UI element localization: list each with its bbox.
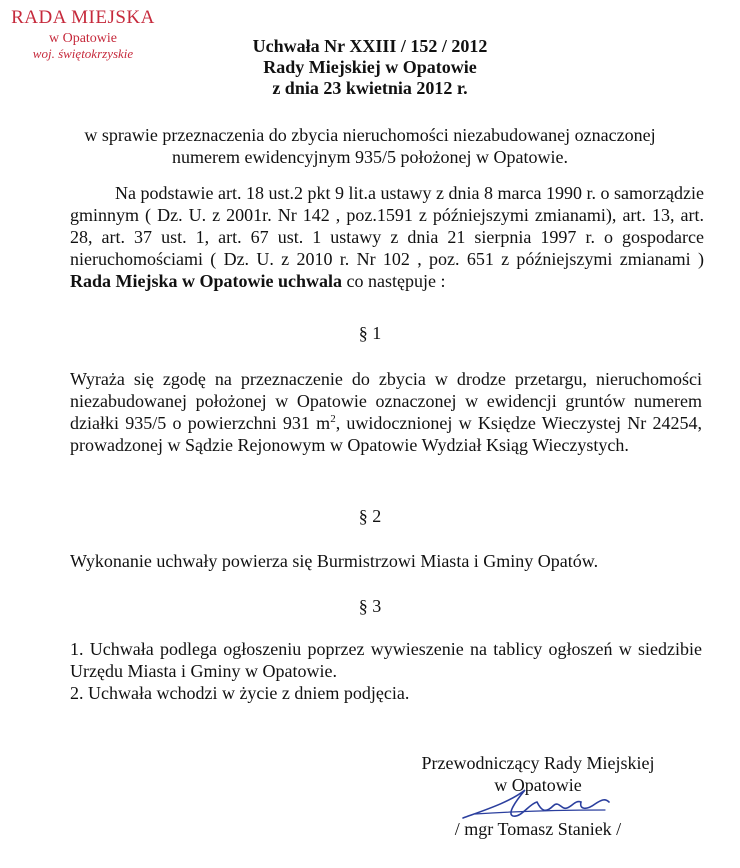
section-2-heading: § 2	[358, 506, 382, 526]
legal-basis	[70, 182, 704, 292]
signatory-name: / mgr Tomasz Staniek /	[454, 819, 622, 839]
stamp-line-1: RADA MIEJSKA	[11, 7, 155, 28]
resolution-date: z dnia 23 kwietnia 2012 r.	[272, 78, 468, 98]
section-1-text-main: Wyraża się zgodę na przeznaczenie do zbycia w drodze przetargu, nieruchomości niezabudowanej położonej w Opatowie oznaczonej w ewidencji gruntów numerem działki 935/5 o powierzchni 931 m	[70, 369, 702, 433]
resolution-number: Uchwała Nr XXIII / 152 / 2012	[252, 36, 488, 56]
legal-basis-ending: co następuje :	[346, 271, 446, 291]
subject-line-2: numerem ewidencyjnym 935/5 położonej w Opatowie.	[172, 147, 568, 167]
resolution-issuer: Rady Miejskiej w Opatowie	[263, 57, 477, 77]
stamp-line-2: w Opatowie	[48, 30, 118, 46]
section-1-text	[70, 368, 702, 456]
stamp-line-3: woj. świętokrzyskie	[32, 46, 134, 62]
resolution-subject	[40, 124, 700, 168]
signatory-line-2: w Opatowie	[494, 775, 582, 795]
area-superscript: 2	[330, 413, 336, 425]
legal-basis-bold: Rada Miejska w Opatowie uchwala	[70, 271, 343, 291]
subject-line-1: w sprawie przeznaczenia do zbycia nieruchomości niezabudowanej oznaczonej	[84, 125, 656, 145]
section-1-heading: § 1	[358, 323, 382, 343]
section-3-heading: § 3	[358, 596, 382, 616]
section-1-text-end: , uwidocznionej w Księdze Wieczystej Nr 24254, prowadzonej w Sądzie Rejonowym w Opatowie Wydział Ksiąg Wieczystych.	[70, 413, 703, 455]
section-3-item-1: 1. Uchwała podlega ogłoszeniu poprzez wywieszenie na tablicy ogłoszeń w siedzibie Urzędu Miasta i Gminy w Opatowie.	[70, 639, 702, 681]
section-2-text: Wykonanie uchwały powierza się Burmistrzowi Miasta i Gminy Opatów.	[70, 551, 599, 571]
legal-basis-text: Na podstawie art. 18 ust.2 pkt 9 lit.a ustawy z dnia 8 marca 1990 r. o samorządzie gminnym ( Dz. U. z 2001r. Nr 142 , poz.1591 z późniejszymi zmianami), art. 13, art. 28, art. 37 ust. 1, art. 67 ust. 1 ustawy z dnia 21 sierpnia 1997 r. o gospodarce nieruchomościami ( Dz. U. z 2010 r. Nr 102 , poz. 651 z późniejszymi zmianami )	[70, 183, 704, 269]
section-3-item-2: 2. Uchwała wchodzi w życie z dniem podjęcia.	[70, 683, 410, 703]
resolution-title	[0, 36, 740, 99]
signatory-line-1: Przewodniczący Rady Miejskiej	[421, 753, 655, 773]
